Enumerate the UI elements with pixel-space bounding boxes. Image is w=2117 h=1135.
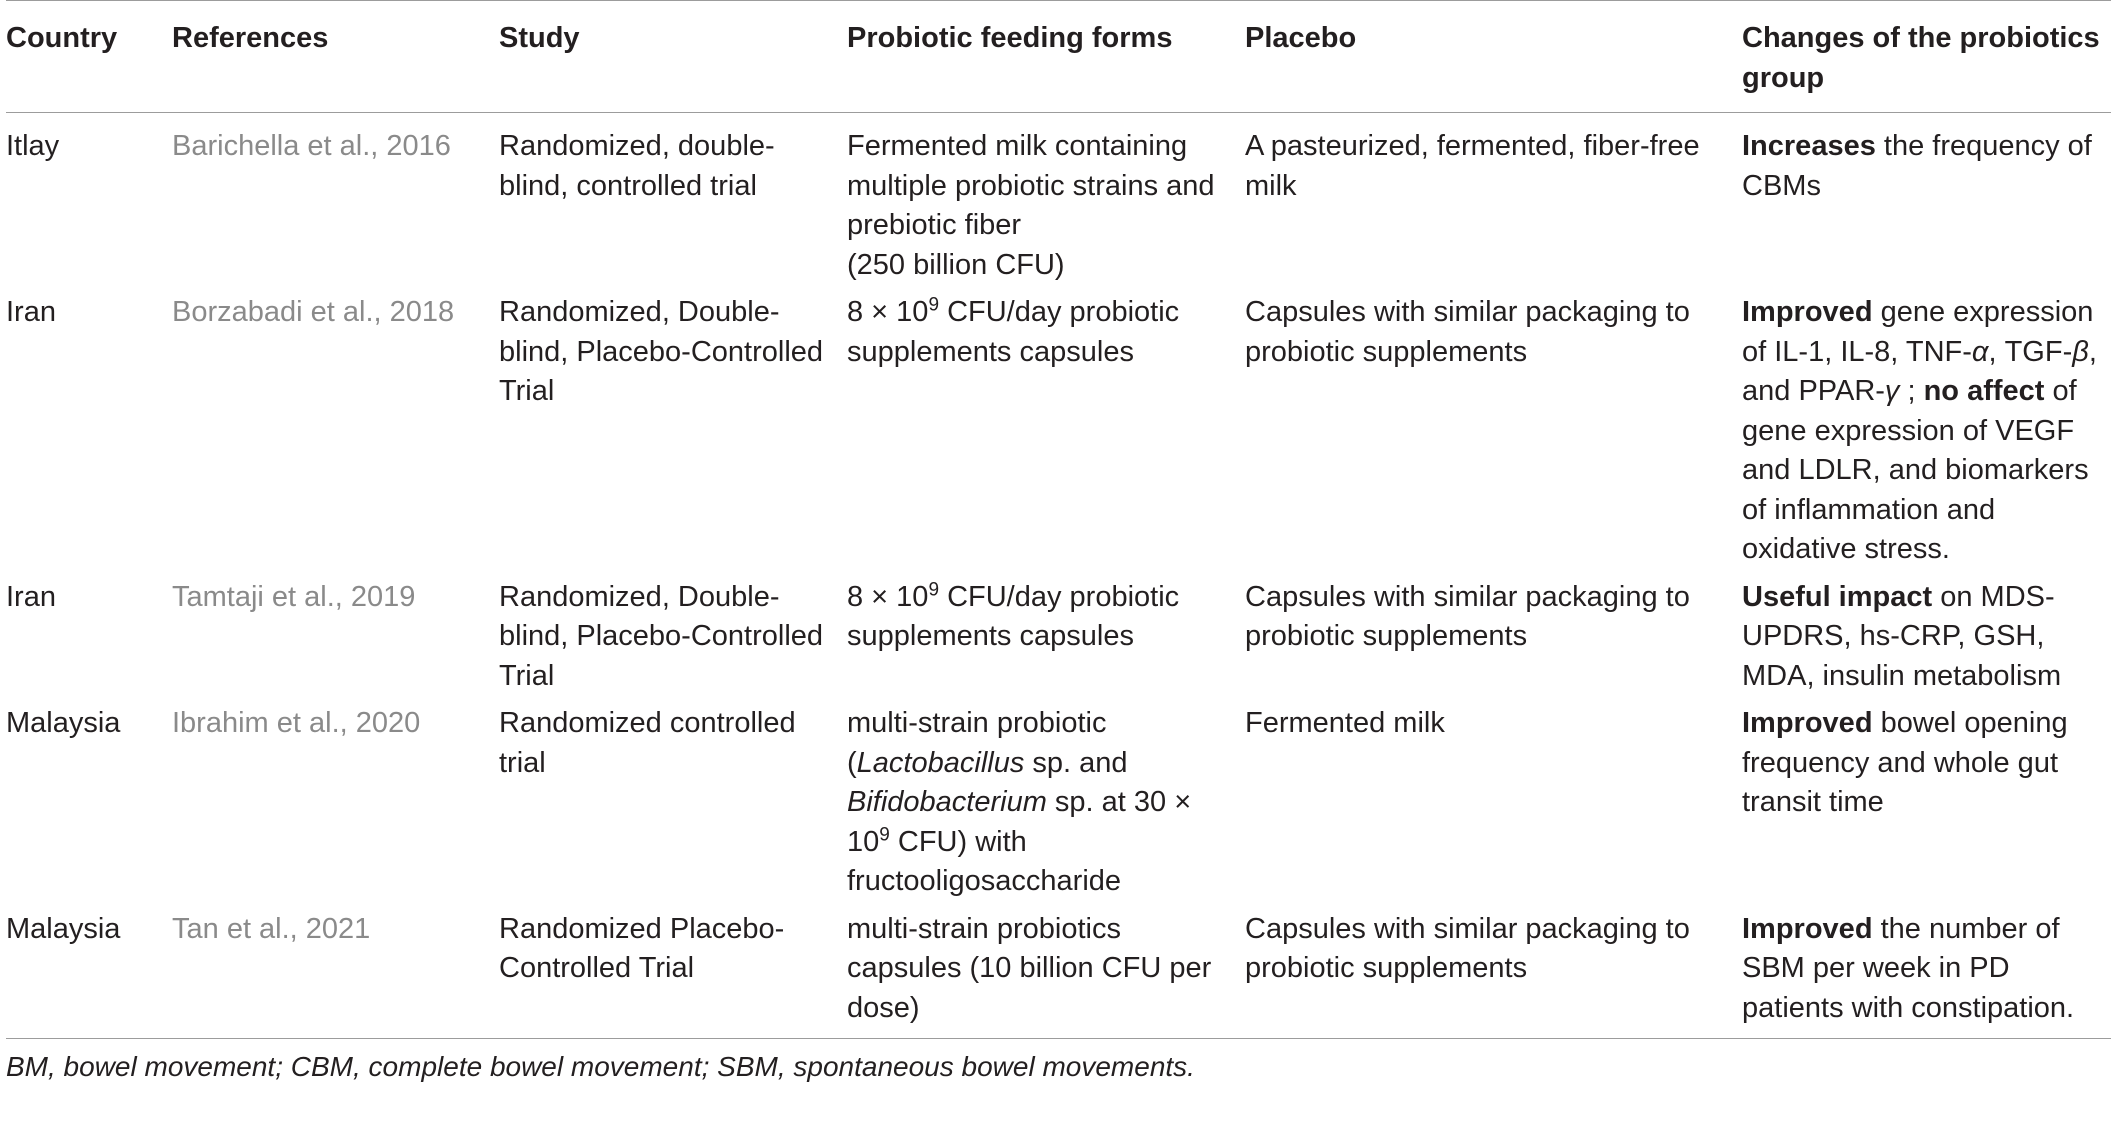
cell-feeding-form: multi-strain probiotic (Lactobacillus sp. and Bifidobacterium sp. at $30 \times 10^9$ CFU) with fructooligosaccharide — [847, 707, 1192, 897]
cell-reference: Borzabadi et al., 2018 — [172, 296, 455, 328]
cell-country: Malaysia — [6, 707, 121, 739]
table-row — [6, 113, 2111, 290]
cell-study: Randomized, Double-blind, Placebo-Controlled Trial — [499, 296, 824, 407]
cell-changes: Useful impact on MDS-UPDRS, hs-CRP, GSH, MDA, insulin metabolism — [1742, 580, 2062, 692]
cell-country: Iran — [6, 296, 56, 328]
cell-study: Randomized, double-blind, controlled trial — [499, 130, 775, 202]
table-row — [6, 289, 2111, 574]
header-references: References — [172, 22, 329, 54]
header-changes: Changes of the probiotics group — [1742, 22, 2100, 94]
cell-feeding-form: $8 \times 10^9$ CFU/day probiotic supplements capsules — [847, 294, 1180, 368]
table-row — [6, 906, 2111, 1039]
cell-reference: Tamtaji et al., 2019 — [172, 580, 416, 613]
cell-placebo: Capsules with similar packaging to probiotic supplements — [1245, 912, 1690, 984]
cell-changes: Improved bowel opening frequency and whole gut transit time — [1742, 707, 2068, 818]
cell-feeding-form: multi-strain probiotics capsules (10 billion CFU per dose) — [847, 912, 1212, 1024]
cell-country: Malaysia — [6, 912, 121, 945]
cell-country: Itlay — [6, 130, 60, 162]
table-row — [6, 574, 2111, 701]
cell-feeding-form: Fermented milk containing multiple probiotic strains and prebiotic fiber (250 billion CFU) — [847, 130, 1215, 281]
cell-study: Randomized Placebo-Controlled Trial — [499, 912, 785, 984]
table-header — [6, 1, 2111, 113]
cell-changes: Improved the number of SBM per week in PD patients with constipation. — [1742, 912, 2075, 1024]
cell-changes: Improved gene expression of IL-1, IL-8, TNF-α, TGF-β, and PPAR-γ ; no affect of gene expression of VEGF and LDLR, and biomarkers of inflammation and oxidative stress. — [1742, 296, 2097, 565]
cell-study: Randomized controlled trial — [499, 707, 796, 779]
header-country: Country — [6, 22, 118, 54]
header-row — [6, 1, 2111, 113]
cell-placebo: Capsules with similar packaging to probiotic supplements — [1245, 580, 1690, 652]
table-footnote: BM, bowel movement; CBM, complete bowel movement; SBM, spontaneous bowel movements. — [6, 1051, 1195, 1082]
header-study: Study — [499, 22, 580, 54]
cell-reference: Tan et al., 2021 — [172, 912, 371, 945]
probiotics-table — [6, 0, 2111, 1039]
cell-placebo: Capsules with similar packaging to probiotic supplements — [1245, 296, 1690, 368]
cell-placebo: A pasteurized, fermented, fiber-free milk — [1245, 130, 1700, 202]
table-body — [6, 113, 2111, 1039]
header-placebo: Placebo — [1245, 22, 1357, 54]
cell-feeding-form: $8 \times 10^9$ CFU/day probiotic supplements capsules — [847, 578, 1180, 652]
header-feeding-forms: Probiotic feeding forms — [847, 22, 1173, 54]
cell-study: Randomized, Double-blind, Placebo-Controlled Trial — [499, 580, 824, 692]
document — [6, 0, 2111, 1085]
cell-reference: Ibrahim et al., 2020 — [172, 707, 421, 739]
cell-placebo: Fermented milk — [1245, 707, 1445, 739]
cell-changes: Increases the frequency of CBMs — [1742, 130, 2092, 202]
table-row — [6, 700, 2111, 906]
cell-reference: Barichella et al., 2016 — [172, 130, 451, 162]
cell-country: Iran — [6, 580, 56, 613]
